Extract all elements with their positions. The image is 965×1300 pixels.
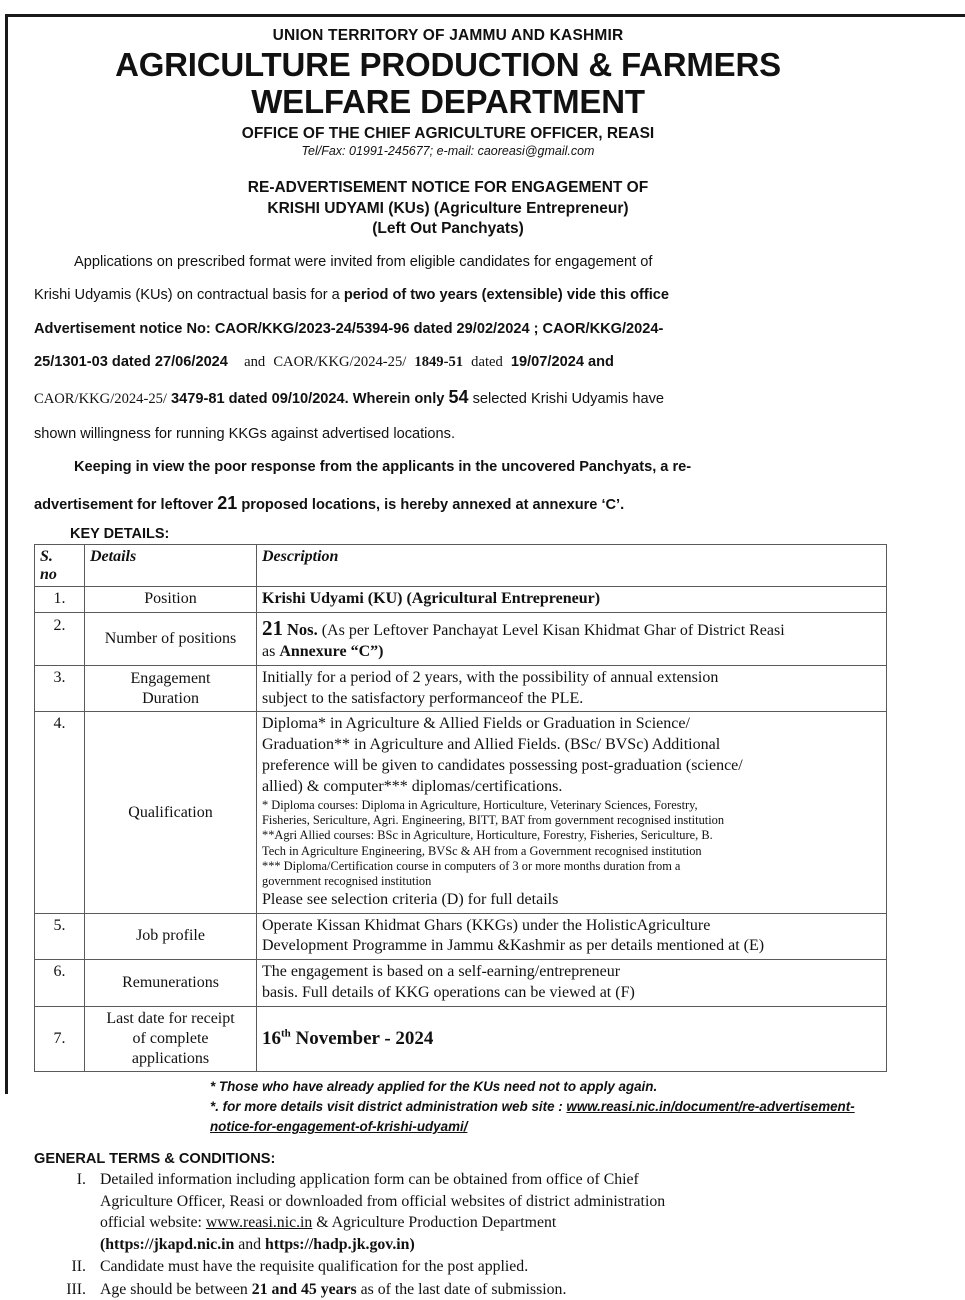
table-row	[35, 665, 887, 712]
document-page	[5, 14, 965, 1298]
intro-paragraph-2	[34, 456, 862, 517]
row-details: Engagement Duration	[85, 665, 257, 712]
department-title-line1: AGRICULTURE PRODUCTION & FARMERS	[115, 46, 781, 83]
item-number: III.	[66, 1280, 86, 1298]
row-description: Operate Kissan Khidmat Ghars (KKGs) under the HolisticAgriculture Development Programme in Jammu &Kashmir as per details mentioned at (E)	[257, 913, 887, 960]
row-sno: 4.	[35, 712, 85, 913]
row-details: Remunerations	[85, 960, 257, 1007]
intro-line-5: CAOR/KKG/2024-25/ 3479-81 dated 09/10/2024. Wherein only 54 selected Krishi Udyamis have	[34, 387, 664, 408]
authority-line: UNION TERRITORY OF JAMMU AND KASHMIR	[272, 27, 624, 44]
row-details: Position	[85, 586, 257, 612]
general-terms-list	[34, 1169, 862, 1300]
general-terms-title: GENERAL TERMS & CONDITIONS:	[34, 1151, 276, 1168]
header-sno: S. no	[35, 545, 85, 587]
notice-heading-line2: KRISHI UDYAMI (KUs) (Agriculture Entrepreneur)	[267, 199, 629, 217]
last-date-value: 16th November - 2024	[262, 1027, 434, 1049]
letterhead	[34, 27, 862, 158]
list-item	[34, 1256, 862, 1277]
list-item	[34, 1169, 862, 1255]
reasi-nic-link[interactable]: www.reasi.nic.in	[205, 1214, 313, 1232]
table-row	[35, 913, 887, 960]
row-sno: 1.	[35, 586, 85, 612]
row-description: Diploma* in Agriculture & Allied Fields or Graduation in Science/ Graduation** in Agriculture and Allied Fields. (BSc/ BVSc) Additional preference will be given to candidates possessing post-graduation (science/ allied) & computer*** diplomas/certifications. * Diploma courses: Diploma in Agriculture, Horticulture, Veterinary Sciences, Forestry, Fisheries, Sericulture, Agri. Engineering, BITT, BAT from government recognised institution **Agri Allied courses: BSc in Agriculture, Horticulture, Forestry, Fisheries, Sericulture, B. Tech in Agriculture Engineering, BVSc & AH from a Government recognised institution *** Diploma/Certification course in computers of 3 or more months duration from a government recognised institution Please see selection criteria (D) for full details	[257, 712, 887, 913]
notice-heading	[34, 178, 862, 240]
office-line: OFFICE OF THE CHIEF AGRICULTURE OFFICER, REASI	[241, 125, 655, 143]
row-sno: 5.	[35, 913, 85, 960]
qualification-notes: * Diploma courses: Diploma in Agriculture, Horticulture, Veterinary Sciences, Forestry, Fisheries, Sericulture, Agri. Engineering, BITT, BAT from government recognised institution **Agri Allied courses: BSc in Agriculture, Horticulture, Forestry, Fisheries, Sericulture, B. Tech in Agriculture Engineering, BVSc & AH from a Government recognised institution *** Diploma/Certification course in computers of 3 or more months duration from a government recognised institution	[262, 797, 725, 889]
reasi-website-link[interactable]: www.reasi.nic.in/document/re-advertisement-	[566, 1098, 855, 1114]
footnote-2-cont	[210, 1117, 862, 1137]
row-sno: 6.	[35, 960, 85, 1007]
intro2-line-1: Keeping in view the poor response from the applicants in the uncovered Panchyats, a re-	[74, 459, 692, 476]
table-row	[35, 1006, 887, 1071]
table-footnotes	[34, 1077, 862, 1137]
header-description: Description	[257, 545, 887, 587]
intro2-line-2: advertisement for leftover 21 proposed locations, is hereby annexed at annexure ‘C’.	[34, 492, 625, 513]
department-title-line2: WELFARE DEPARTMENT	[251, 82, 645, 120]
row-description: 21 Nos. (As per Leftover Panchayat Level Kisan Khidmat Ghar of District Reasi as Annexure “C”)	[257, 612, 887, 665]
row-description: Krishi Udyami (KU) (Agricultural Entrepreneur)	[257, 586, 887, 612]
row-description: The engagement is based on a self-earning/entrepreneur basis. Full details of KKG operations can be viewed at (F)	[257, 960, 887, 1007]
intro-line-6: shown willingness for running KKGs against advertised locations.	[34, 425, 456, 442]
hadp-link[interactable]: https://hadp.jk.gov.in)	[265, 1235, 415, 1253]
notice-heading-line1: RE-ADVERTISEMENT NOTICE FOR ENGAGEMENT OF	[247, 179, 649, 197]
table-row	[35, 960, 887, 1007]
reasi-website-link-cont[interactable]: notice-for-engagement-of-krishi-udyami/	[210, 1119, 468, 1135]
key-details-label: KEY DETAILS:	[70, 526, 170, 543]
item-text: Candidate must have the requisite qualification for the post applied.	[100, 1258, 529, 1276]
row-sno: 2.	[35, 612, 85, 665]
notice-heading-line3: (Left Out Panchyats)	[372, 220, 524, 238]
footnote-1: * Those who have already applied for the KUs need not to apply again.	[210, 1078, 658, 1094]
row-sno: 3.	[35, 665, 85, 712]
row-description	[257, 1006, 887, 1071]
header-details: Details	[85, 545, 257, 587]
key-details-table	[34, 544, 887, 1072]
table-row	[35, 586, 887, 612]
footnote-2: *. for more details visit district administration web site : www.reasi.nic.in/document/re-advertisement-	[210, 1098, 855, 1114]
intro-line-1: Applications on prescribed format were invited from eligible candidates for engagement of	[74, 254, 653, 271]
row-details: Last date for receipt of complete applications	[85, 1006, 257, 1071]
item-number: II.	[71, 1258, 86, 1276]
intro-paragraph-1	[34, 251, 862, 445]
intro-line-2: Krishi Udyamis (KUs) on contractual basis for a period of two years (extensible) vide this office	[34, 287, 670, 304]
row-details: Job profile	[85, 913, 257, 960]
table-header-row	[35, 545, 887, 587]
intro-line-4: 25/1301-03 dated 27/06/2024 and CAOR/KKG/2024-25/ 1849-51 dated 19/07/2024 and	[34, 354, 614, 371]
row-sno: 7.	[35, 1006, 85, 1071]
intro-line-3: Advertisement notice No: CAOR/KKG/2023-24/5394-96 dated 29/02/2024 ; CAOR/KKG/2024-	[34, 320, 664, 337]
item-text: Detailed information including application form can be obtained from office of Chief Agriculture Officer, Reasi or downloaded from official websites of district administration official website: www.reasi.nic.in & Agriculture Production Department (https://jkapd.nic.in and https://hadp.jk.gov.in)	[100, 1171, 666, 1253]
item-text: Age should be between 21 and 45 years as of the last date of submission.	[100, 1280, 567, 1298]
row-description: Initially for a period of 2 years, with the possibility of annual extension subject to the satisfactory performanceof the PLE.	[257, 665, 887, 712]
list-item	[34, 1279, 862, 1300]
table-row	[35, 712, 887, 913]
row-details: Number of positions	[85, 612, 257, 665]
table-row	[35, 612, 887, 665]
jkapd-link[interactable]: (https://jkapd.nic.in	[100, 1235, 235, 1253]
row-details: Qualification	[85, 712, 257, 913]
item-number: I.	[76, 1171, 86, 1189]
contact-line: Tel/Fax: 01991-245677; e-mail: caoreasi@gmail.com	[301, 144, 595, 159]
